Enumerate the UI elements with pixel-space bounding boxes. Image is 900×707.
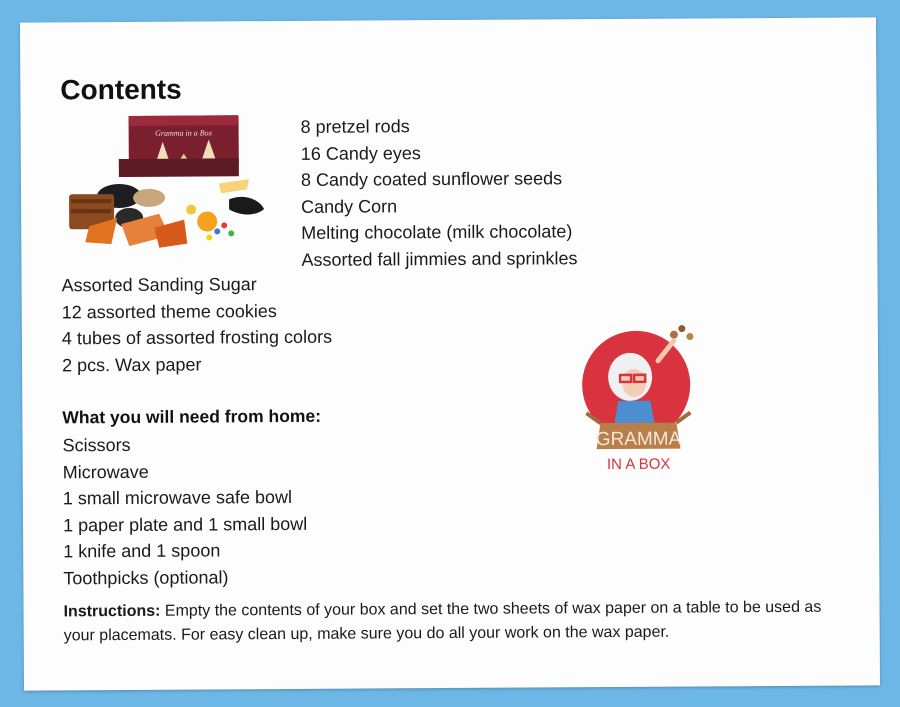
logo-text-line2: IN A BOX [606, 455, 671, 474]
list-item: 12 assorted theme cookies [61, 300, 277, 322]
list-item: 1 knife and 1 spoon [63, 540, 221, 562]
list-item: 1 small microwave safe bowl [62, 486, 293, 509]
list-item: 1 paper plate and 1 small bowl [62, 513, 308, 535]
list-item: 16 Candy eyes [300, 142, 421, 164]
product-photo [59, 113, 282, 264]
page-title: Contents [60, 73, 182, 106]
instructions-paragraph [63, 596, 833, 649]
gramma-logo [578, 318, 699, 499]
list-item: Assorted Sanding Sugar [61, 274, 257, 296]
need-list [62, 431, 307, 591]
list-item: Microwave [62, 461, 149, 482]
contents-card [20, 17, 880, 690]
instructions-label: Instructions: [63, 602, 161, 621]
need-heading: What you will need from home: [62, 405, 322, 428]
contents-list-main [61, 271, 332, 379]
list-item: Assorted fall jimmies and sprinkles [301, 247, 578, 270]
list-item: 8 Candy coated sunflower seeds [300, 168, 563, 190]
list-item: Toothpicks (optional) [63, 566, 229, 588]
list-item: Melting chocolate (milk chocolate) [301, 221, 573, 243]
list-item: 8 pretzel rods [300, 116, 410, 137]
list-item: Candy Corn [301, 195, 398, 217]
logo-text-line1: GRAMMA [595, 428, 682, 451]
box-label-text: Gramma in a Box [155, 128, 213, 138]
list-item: 4 tubes of assorted frosting colors [61, 326, 333, 349]
contents-list-top [301, 112, 578, 273]
list-item: 2 pcs. Wax paper [61, 354, 202, 375]
list-item: Scissors [62, 434, 131, 456]
instructions-text: Empty the contents of your box and set the two sheets of wax paper on a table to be used as your placemats. For easy clean up, make sure you do all your work on the wax paper. [63, 598, 822, 645]
